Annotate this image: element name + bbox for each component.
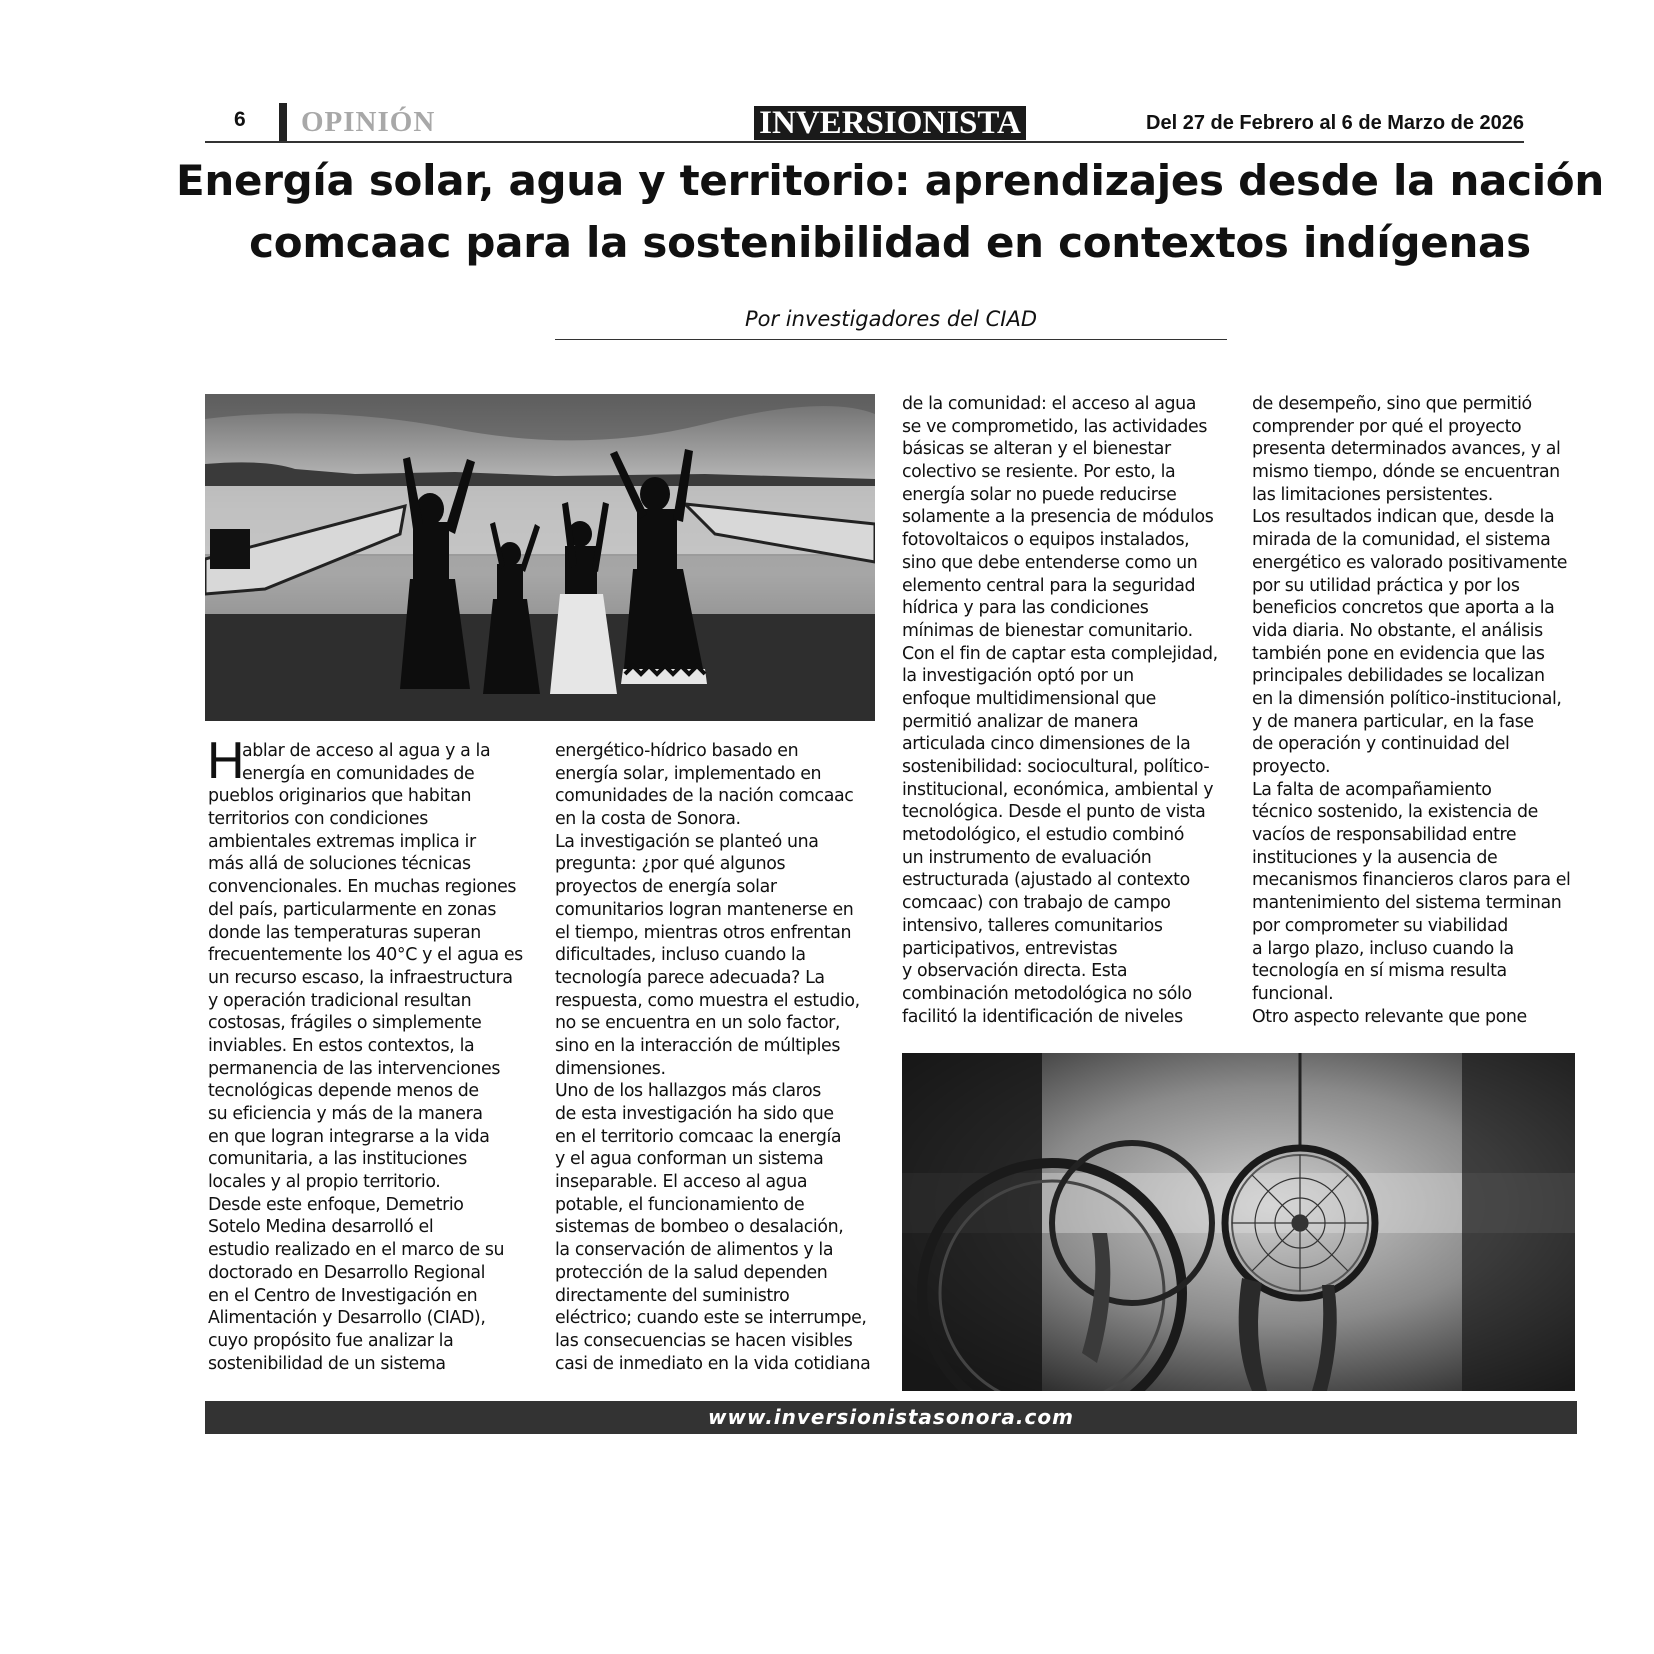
- col1-line: pueblos originarios que habitan: [208, 786, 472, 807]
- col3-line: hídrica y para las condiciones: [902, 598, 1149, 619]
- col3-line: enfoque multidimensional que: [902, 688, 1156, 709]
- article-headline: [160, 150, 1620, 274]
- col1-line: energía en comunidades de: [242, 763, 475, 784]
- col4-line: las limitaciones persistentes.: [1252, 484, 1493, 505]
- col2-line: directamente del suministro: [555, 1285, 790, 1306]
- col3-line: combinación metodológica no sólo: [902, 983, 1192, 1004]
- col4-line: y de manera particular, en la fase: [1252, 711, 1534, 732]
- drop-cap: H: [207, 732, 245, 790]
- col1-line: cuyo propósito fue analizar la: [208, 1330, 454, 1351]
- headline-line-1: Energía solar, agua y territorio: aprendizajes desde la nación: [176, 156, 1604, 205]
- col4-line: energético es valorado positivamente: [1252, 552, 1568, 573]
- col4-line: instituciones y la ausencia de: [1252, 847, 1498, 868]
- col3-line: un instrumento de evaluación: [902, 847, 1152, 868]
- headline-line-2: comcaac para la sostenibilidad en contextos indígenas: [249, 218, 1531, 267]
- col4-line: por comprometer su viabilidad: [1252, 915, 1508, 936]
- page-number: 6: [234, 108, 246, 131]
- col2-line: dificultades, incluso cuando la: [555, 945, 806, 966]
- col3-line: tecnológica. Desde el punto de vista: [902, 802, 1206, 823]
- beach-silhouettes-photo: [205, 394, 875, 721]
- col4-line: tecnología en sí misma resulta: [1252, 961, 1507, 982]
- col2-line: de esta investigación ha sido que: [555, 1104, 834, 1124]
- col3-line: intensivo, talleres comunitarios: [902, 915, 1163, 936]
- col2-line: no se encuentra en un solo factor,: [555, 1013, 841, 1034]
- col3-line: energía solar no puede reducirse: [902, 484, 1177, 505]
- col4-line: también pone en evidencia que las: [1252, 643, 1545, 664]
- col1-line: locales y al propio territorio.: [208, 1172, 441, 1193]
- col2-line: dimensiones.: [555, 1058, 666, 1079]
- section-bar: [279, 103, 287, 141]
- col3-line: Con el fin de captar esta complejidad,: [902, 643, 1218, 664]
- col3-line: articulada cinco dimensiones de la: [902, 734, 1191, 755]
- col4-line: de operación y continuidad del: [1252, 734, 1510, 755]
- col3-line: la investigación optó por un: [902, 666, 1134, 687]
- col2-line: el tiempo, mientras otros enfrentan: [555, 922, 852, 943]
- col4-line: mismo tiempo, dónde se encuentran: [1252, 462, 1560, 483]
- col2-line: eléctrico; cuando este se interrumpe,: [555, 1308, 867, 1329]
- col3-line: mínimas de bienestar comunitario.: [902, 620, 1193, 641]
- col2-line: pregunta: ¿por qué algunos: [555, 854, 786, 875]
- col1-line: comunitaria, a las instituciones: [208, 1149, 467, 1170]
- col1-line: frecuentemente los 40°C y el agua es: [208, 945, 523, 966]
- col4-line: principales debilidades se localizan: [1252, 666, 1545, 687]
- col3-line: de la comunidad: el acceso al agua: [902, 394, 1196, 414]
- col2-line: comunidades de la nación comcaac: [555, 786, 854, 807]
- col1-line: doctorado en Desarrollo Regional: [208, 1262, 486, 1283]
- col3-line: facilitó la identificación de niveles: [902, 1006, 1183, 1027]
- col1-line: y operación tradicional resultan: [208, 990, 472, 1011]
- byline: Por investigadores del CIAD: [744, 307, 1038, 331]
- col3-line: sostenibilidad: sociocultural, político-: [902, 757, 1210, 777]
- col1-line: estudio realizado en el marco de su: [208, 1240, 505, 1261]
- col3-line: institucional, económica, ambiental y: [902, 779, 1214, 800]
- article-column-2: [555, 740, 870, 1375]
- col4-line: mantenimiento del sistema terminan: [1252, 893, 1562, 914]
- col1-line: inviables. En estos contextos, la: [208, 1035, 475, 1056]
- col1-line: en el Centro de Investigación en: [208, 1285, 478, 1306]
- col3-line: comcaac) con trabajo de campo: [902, 893, 1171, 914]
- col3-line: permitió analizar de manera: [902, 711, 1139, 732]
- col2-line: en el territorio comcaac la energía: [555, 1126, 842, 1147]
- col1-line: su eficiencia y más de la manera: [208, 1104, 483, 1124]
- col2-line: casi de inmediato en la vida cotidiana: [555, 1353, 871, 1374]
- col4-line: beneficios concretos que aporta a la: [1252, 598, 1555, 619]
- col1-line: del país, particularmente en zonas: [208, 899, 497, 920]
- col1-line: sostenibilidad de un sistema: [208, 1353, 446, 1374]
- col3-line: elemento central para la seguridad: [902, 575, 1196, 596]
- col4-line: de desempeño, sino que permitió: [1252, 394, 1532, 414]
- col2-line: la conservación de alimentos y la: [555, 1240, 834, 1261]
- col4-line: por su utilidad práctica y por los: [1252, 575, 1520, 596]
- col4-line: La falta de acompañamiento: [1252, 779, 1492, 800]
- col1-line: convencionales. En muchas regiones: [208, 877, 517, 898]
- byline-rule: [555, 339, 1227, 340]
- col2-line: inseparable. El acceso al agua: [555, 1172, 808, 1193]
- section-label: OPINIÓN: [301, 106, 436, 138]
- col2-line: Uno de los hallazgos más claros: [555, 1081, 821, 1102]
- col3-line: estructurada (ajustado al contexto: [902, 870, 1190, 891]
- col4-line: vacíos de responsabilidad entre: [1252, 825, 1517, 846]
- col2-line: potable, el funcionamiento de: [555, 1194, 805, 1215]
- col4-line: Otro aspecto relevante que pone: [1252, 1006, 1527, 1027]
- col1-line: ambientales extremas implica ir: [208, 831, 476, 852]
- col1-line: Alimentación y Desarrollo (CIAD),: [208, 1308, 486, 1329]
- col3-line: solamente a la presencia de módulos: [902, 507, 1214, 528]
- col2-line: sistemas de bombeo o desalación,: [555, 1217, 844, 1238]
- masthead-logo: INVERSIONISTA: [754, 106, 1026, 140]
- col1-line: ablar de acceso al agua y a la: [242, 741, 491, 761]
- col1-line: costosas, frágiles o simplemente: [208, 1013, 482, 1034]
- col3-line: metodológico, el estudio combinó: [902, 825, 1184, 846]
- col4-line: funcional.: [1252, 983, 1334, 1004]
- col1-line: tecnológicas depende menos de: [208, 1081, 479, 1102]
- col2-line: en la costa de Sonora.: [555, 809, 741, 830]
- col1-line: en que logran integrarse a la vida: [208, 1126, 490, 1147]
- col1-line: permanencia de las intervenciones: [208, 1058, 500, 1079]
- col2-line: las consecuencias se hacen visibles: [555, 1330, 853, 1351]
- col3-line: fotovoltaicos o equipos instalados,: [902, 530, 1190, 551]
- col3-line: participativos, entrevistas: [902, 938, 1118, 959]
- col3-line: se ve comprometido, las actividades: [902, 416, 1207, 437]
- col2-line: tecnología parece adecuada? La: [555, 967, 825, 988]
- col1-line: Sotelo Medina desarrolló el: [208, 1217, 434, 1238]
- col2-line: comunitarios logran mantenerse en: [555, 899, 854, 920]
- col2-line: respuesta, como muestra el estudio,: [555, 990, 860, 1011]
- col2-line: proyectos de energía solar: [555, 877, 777, 898]
- col2-line: energía solar, implementado en: [555, 763, 822, 784]
- col1-line: más allá de soluciones técnicas: [208, 854, 471, 875]
- header-rule: [205, 141, 1524, 143]
- col3-line: básicas se alteran y el bienestar: [902, 439, 1171, 460]
- col4-line: presenta determinados avances, y al: [1252, 439, 1561, 460]
- article-column-3: [902, 393, 1218, 1028]
- col4-line: proyecto.: [1252, 757, 1331, 777]
- col4-line: mirada de la comunidad, el sistema: [1252, 530, 1551, 551]
- col2-line: La investigación se planteó una: [555, 831, 819, 852]
- col1-line: Desde este enfoque, Demetrio: [208, 1194, 464, 1215]
- article-column-4: [1252, 393, 1571, 1028]
- col4-line: en la dimensión político-institucional,: [1252, 688, 1562, 709]
- col4-line: técnico sostenido, la existencia de: [1252, 802, 1538, 823]
- col3-line: y observación directa. Esta: [902, 961, 1128, 982]
- col1-line: donde las temperaturas superan: [208, 922, 481, 943]
- col3-line: sino que debe entenderse como un: [902, 552, 1198, 573]
- col2-line: sino en la interacción de múltiples: [555, 1035, 841, 1056]
- col2-line: protección de la salud dependen: [555, 1262, 828, 1283]
- col1-line: un recurso escaso, la infraestructura: [208, 967, 513, 988]
- article-column-1: [207, 732, 523, 1375]
- dreamcatchers-photo: [902, 1053, 1575, 1391]
- col2-line: y el agua conforman un sistema: [555, 1149, 824, 1170]
- col3-line: colectivo se resiente. Por esto, la: [902, 462, 1176, 483]
- col4-line: Los resultados indican que, desde la: [1252, 507, 1555, 528]
- col4-line: mecanismos financieros claros para el: [1252, 870, 1571, 891]
- col2-line: energético-hídrico basado en: [555, 741, 799, 761]
- col4-line: a largo plazo, incluso cuando la: [1252, 938, 1514, 959]
- col4-line: vida diaria. No obstante, el análisis: [1252, 620, 1543, 641]
- footer-url[interactable]: www.inversionistasonora.com: [205, 1401, 1577, 1434]
- col1-line: territorios con condiciones: [208, 809, 428, 830]
- col4-line: comprender por qué el proyecto: [1252, 416, 1522, 437]
- issue-date: Del 27 de Febrero al 6 de Marzo de 2026: [1146, 112, 1524, 134]
